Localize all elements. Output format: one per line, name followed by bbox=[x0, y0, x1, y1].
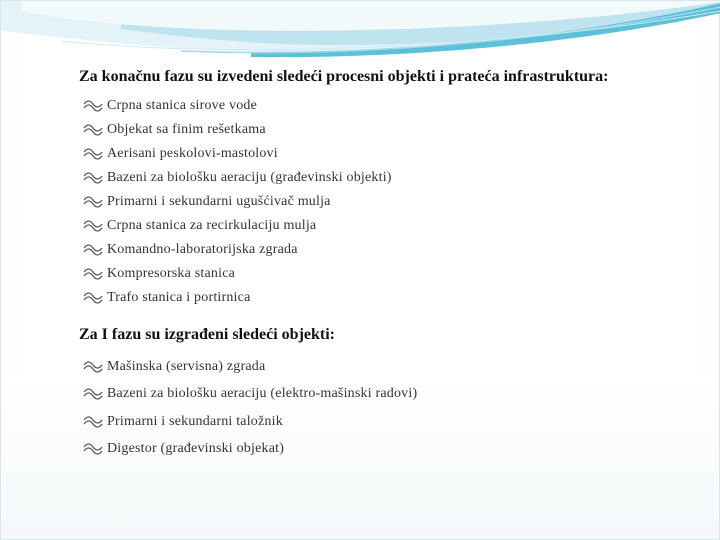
list-item bbox=[79, 166, 699, 190]
wave-bullet-icon bbox=[83, 416, 103, 428]
list-item-text: Objekat sa finim rešetkama bbox=[107, 122, 266, 137]
wave-bullet-icon bbox=[83, 100, 103, 112]
wave-bullet-icon bbox=[83, 172, 103, 184]
phase-one-list bbox=[79, 353, 699, 463]
wave-bullet-icon bbox=[83, 220, 103, 232]
list-item-text: Komandno-laboratorijska zgrada bbox=[107, 242, 298, 257]
section-heading-final-phase: Za konačnu fazu su izvedeni sledeći procesni objekti i prateća infrastruktura: bbox=[79, 68, 609, 85]
header-wave-decoration bbox=[1, 1, 720, 71]
wave-bullet-icon bbox=[83, 148, 103, 160]
list-item bbox=[79, 190, 699, 214]
wave-bullet-icon bbox=[83, 292, 103, 304]
list-item bbox=[79, 214, 699, 238]
wave-bullet-icon bbox=[83, 388, 103, 400]
list-item-text: Trafo stanica i portirnica bbox=[107, 290, 251, 305]
list-item-text: Digestor (građevinski objekat) bbox=[107, 441, 285, 457]
wave-bullet-icon bbox=[83, 361, 103, 373]
list-item-text: Bazeni za biološku aeraciju (elektro-mašinski radovi) bbox=[107, 386, 418, 402]
list-item bbox=[79, 286, 699, 310]
wave-bullet-icon bbox=[83, 268, 103, 280]
wave-bullet-icon bbox=[83, 124, 103, 136]
list-item-text: Primarni i sekundarni taložnik bbox=[107, 413, 283, 429]
slide-content bbox=[79, 67, 699, 463]
list-item-text: Bazeni za biološku aeraciju (građevinski objekti) bbox=[107, 170, 392, 185]
list-item bbox=[79, 353, 699, 381]
list-item bbox=[79, 94, 699, 118]
wave-bullet-icon bbox=[83, 244, 103, 256]
list-item bbox=[79, 381, 699, 409]
wave-bullet-icon bbox=[83, 443, 103, 455]
list-item bbox=[79, 262, 699, 286]
list-item bbox=[79, 142, 699, 166]
final-phase-list bbox=[79, 94, 699, 310]
list-item bbox=[79, 436, 699, 464]
list-item-text: Crpna stanica za recirkulaciju mulja bbox=[107, 218, 317, 233]
list-item bbox=[79, 408, 699, 436]
list-item-text: Primarni i sekundarni ugušćivač mulja bbox=[107, 194, 331, 209]
list-item bbox=[79, 238, 699, 262]
list-item-text: Crpna stanica sirove vode bbox=[107, 98, 258, 113]
section-heading-phase-one: Za I fazu su izgrađeni sledeći objekti: bbox=[79, 326, 335, 343]
list-item bbox=[79, 118, 699, 142]
list-item-text: Mašinska (servisna) zgrada bbox=[107, 358, 266, 374]
list-item-text: Kompresorska stanica bbox=[107, 266, 236, 281]
wave-bullet-icon bbox=[83, 196, 103, 208]
list-item-text: Aerisani peskolovi-mastolovi bbox=[107, 146, 278, 161]
